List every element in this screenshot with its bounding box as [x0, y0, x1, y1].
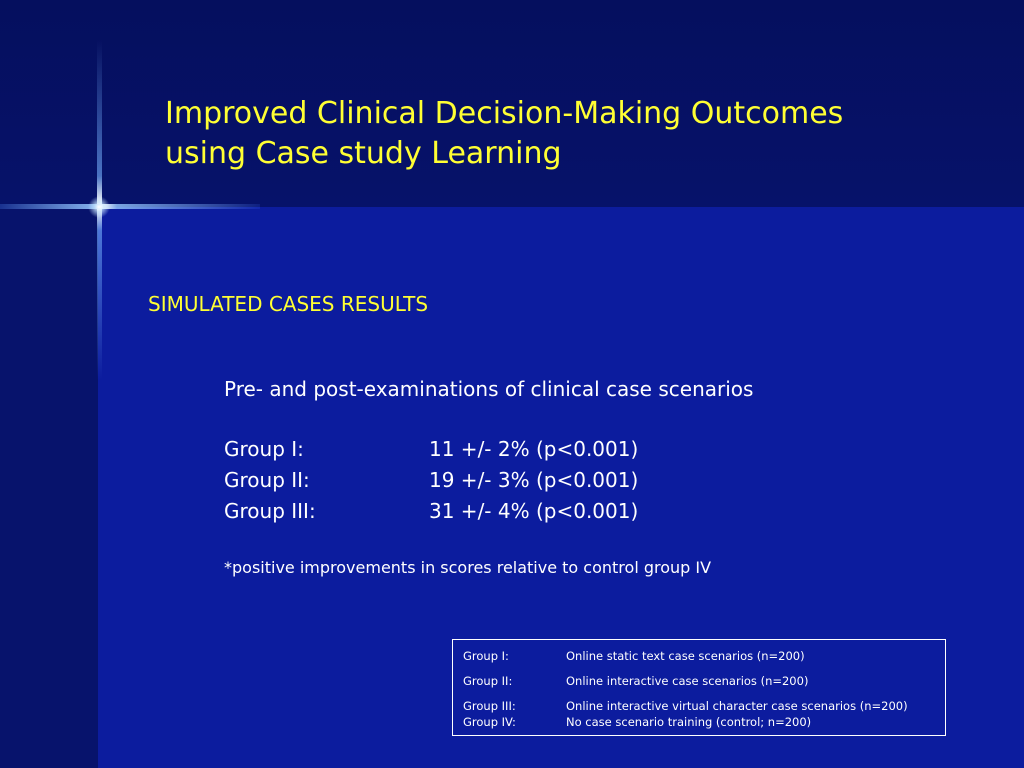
- slide-title-line-2: using Case study Learning: [165, 136, 562, 171]
- group-label: Group II:: [224, 468, 310, 492]
- slide-title: [165, 94, 965, 174]
- group-legend-box: [452, 639, 946, 736]
- light-flare-horizontal: [0, 204, 260, 209]
- legend-description: No case scenario training (control; n=200): [566, 715, 812, 729]
- footnote: *positive improvements in scores relative to control group IV: [224, 558, 712, 577]
- legend-label: Group II:: [463, 674, 513, 688]
- legend-label: Group III:: [463, 699, 516, 713]
- section-heading: SIMULATED CASES RESULTS: [148, 292, 429, 316]
- legend-row: [463, 714, 935, 730]
- group-value: 31 +/- 4% (p<0.001): [429, 499, 639, 523]
- group-label: Group III:: [224, 499, 316, 523]
- legend-description: Online interactive case scenarios (n=200): [566, 674, 809, 688]
- legend-description: Online interactive virtual character case scenarios (n=200): [566, 699, 908, 713]
- group-value: 19 +/- 3% (p<0.001): [429, 468, 639, 492]
- legend-row: [463, 673, 935, 689]
- results-content: [224, 374, 753, 579]
- group-result-row: [224, 434, 753, 465]
- group-value: 11 +/- 2% (p<0.001): [429, 437, 639, 461]
- group-results-list: [224, 434, 753, 527]
- group-label: Group I:: [224, 437, 304, 461]
- group-result-row: [224, 465, 753, 496]
- legend-label: Group IV:: [463, 715, 516, 729]
- legend-row: [463, 698, 935, 714]
- group-result-row: [224, 496, 753, 527]
- results-intro: Pre- and post-examinations of clinical case scenarios: [224, 377, 754, 401]
- legend-row: [463, 648, 935, 664]
- left-accent-band: [0, 207, 98, 768]
- light-flare-star-icon: [88, 196, 110, 218]
- slide-title-line-1: Improved Clinical Decision-Making Outcomes: [165, 96, 844, 131]
- legend-description: Online static text case scenarios (n=200): [566, 649, 805, 663]
- legend-label: Group I:: [463, 649, 509, 663]
